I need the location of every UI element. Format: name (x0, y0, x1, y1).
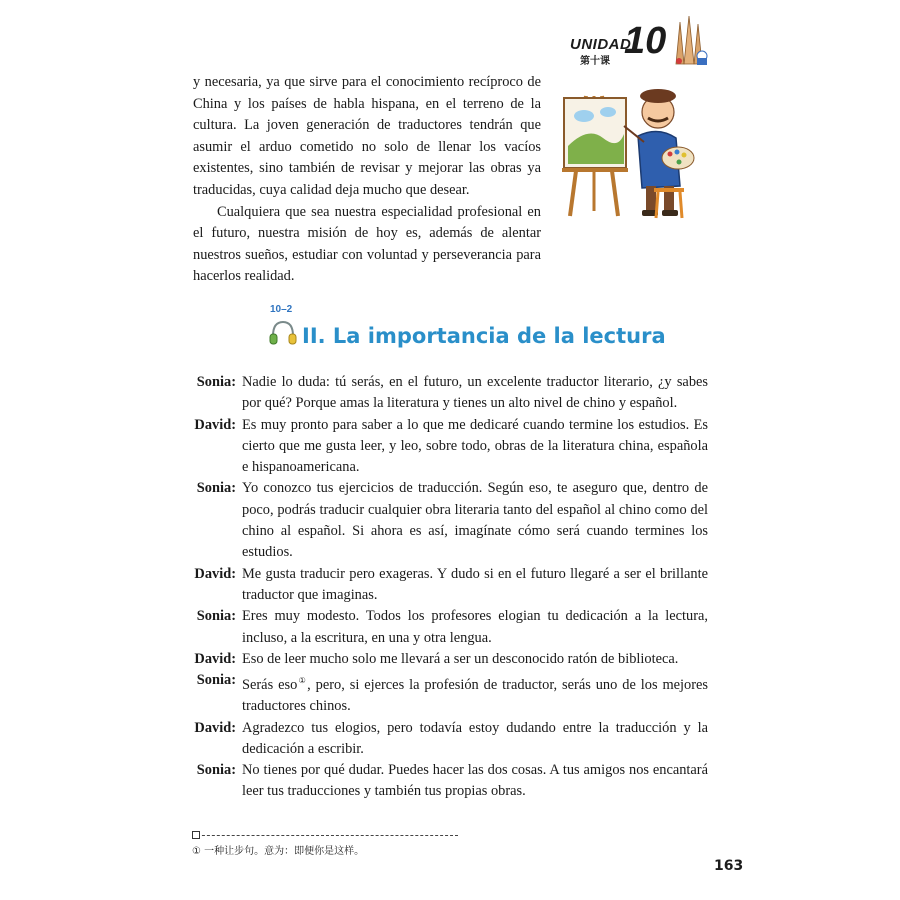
page-number: 163 (714, 858, 744, 874)
intro-paragraph: Cualquiera que sea nuestra especialidad profesional en el futuro, nuestra misión de hoy es, además de alentar nuestros sueños, estudiar con voluntad y perseverancia para hacerlos realidad. (193, 203, 541, 285)
speech-text: Me gusta traducir pero exageras. Y dudo si en el futuro llegaré a ser el brillante traductor que imaginas. (242, 565, 708, 603)
speech-text: Eres muy modesto. Todos los profesores elogian tu dedicación a la lectura, incluso, a la escritura, en una y otra lengua. (242, 608, 708, 646)
dialogue (188, 372, 708, 803)
section-title: II. La importancia de la lectura (302, 324, 666, 348)
headphones-icon[interactable] (268, 318, 298, 348)
painter-illustration (558, 76, 708, 226)
footnote-divider (192, 835, 458, 836)
dialogue-line (188, 670, 708, 717)
dialogue-line (188, 415, 708, 479)
speech-text: Es muy pronto para saber a lo que me dedicaré cuando termine los estudios. Es cierto que me gusta leer, y leo, sobre todo, obras de la literatura china, española e hispanoamericana. (242, 416, 708, 476)
speaker-name: David: (194, 565, 236, 582)
footnote-divider-box (192, 831, 200, 839)
dialogue-line (188, 649, 708, 670)
speaker-name: David: (194, 416, 236, 433)
footnote-marker[interactable]: ① (297, 676, 308, 686)
speech-text: Eso de leer mucho solo me llevará a ser un desconocido ratón de biblioteca. (242, 650, 679, 667)
footnote: ① 一种让步句。意为：即便你是这样。 (192, 846, 365, 857)
speaker-name: David: (194, 650, 236, 667)
speech-text: Agradezco tus elogios, pero todavía estoy dudando entre la traducción y la dedicación a escribir. (242, 719, 708, 757)
speaker-name: Sonia: (196, 608, 236, 625)
speaker-name: Sonia: (196, 762, 236, 779)
speech-text-part: Serás eso (242, 676, 298, 693)
dialogue-line (188, 606, 708, 649)
audio-track-number: 10–2 (270, 304, 293, 315)
intro-paragraph: y necesaria, ya que sirve para el conocimiento recíproco de China y los países de habla hispana, en el terreno de la cultura. La joven generación de traductores tendrán que asumir el arduo cometido no solo de llenar los vacíos existentes, sino también de revisar y mejorar las obras ya traducidas, cuya calidad deja mucho que desear. (193, 74, 541, 198)
unit-chinese-label: 第十课 (580, 56, 610, 67)
dialogue-line (188, 564, 708, 607)
dialogue-line (188, 718, 708, 761)
unit-badge (560, 14, 710, 74)
dialogue-line (188, 478, 708, 563)
speech-text: Yo conozco tus ejercicios de traducción. Según eso, te aseguro que, dentro de poco, podrás traducir cualquier obra literaria tanto del español al chino como del chino al español. Si ahora es así, imagínate cómo será cuando termines los estudios. (242, 480, 708, 561)
dialogue-line (188, 760, 708, 803)
intro-text (193, 72, 541, 288)
dialogue-line (188, 372, 708, 415)
cathedral-tower-icon (670, 14, 710, 66)
speech-text: Nadie lo duda: tú serás, en el futuro, un excelente traductor literario, ¿y sabes por qué? Porque amas la literatura y tienes un alto nivel de chino y español. (242, 374, 708, 412)
speech-text-part: , pero, si ejerces la profesión de traductor, serás uno de los mejores traductores chinos. (242, 676, 709, 715)
unit-label: UNIDAD (570, 36, 632, 53)
speaker-name: Sonia: (196, 480, 236, 497)
speaker-name: Sonia: (196, 672, 236, 689)
speech-text (242, 670, 708, 717)
speaker-name: David: (194, 719, 236, 736)
speaker-name: Sonia: (196, 374, 236, 390)
unit-number: 10 (624, 20, 667, 62)
speech-text: No tienes por qué dudar. Puedes hacer las dos cosas. A tus amigos nos encantará leer tus traducciones y también tus propias obras. (242, 762, 708, 800)
